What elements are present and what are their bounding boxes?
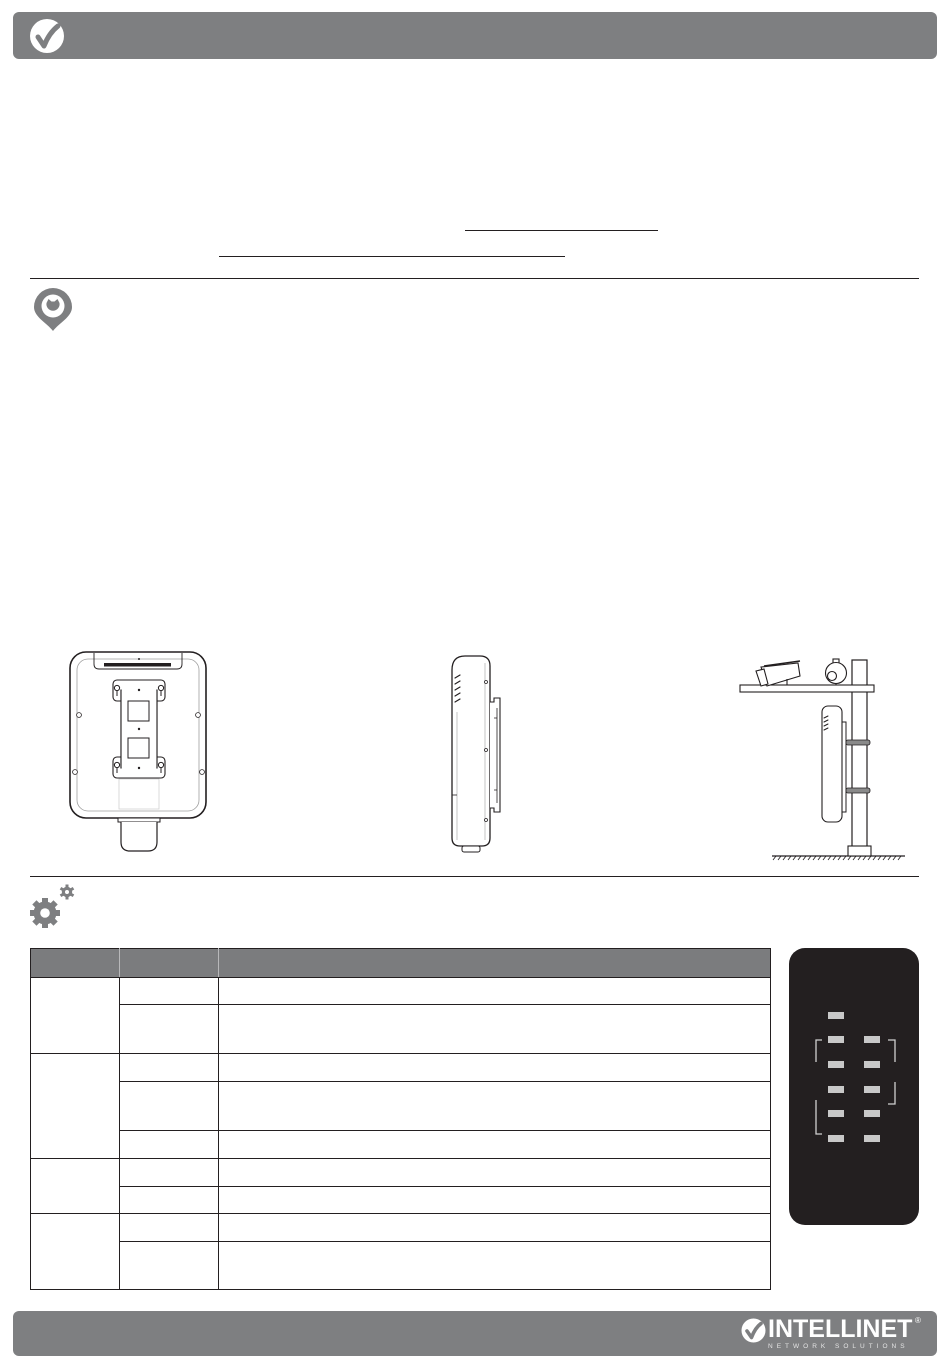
table-cell — [120, 1214, 219, 1242]
dome-camera — [826, 659, 847, 685]
check-circle-icon — [741, 1318, 766, 1343]
device-side-illustration — [440, 650, 510, 856]
table-row — [31, 1214, 771, 1242]
device-back-illustration — [62, 648, 214, 854]
led-group-brackets — [789, 948, 919, 1225]
table-cell — [219, 1131, 771, 1159]
table-group-cell — [31, 1214, 120, 1290]
link-underline[interactable] — [219, 256, 565, 257]
table-row — [31, 1242, 771, 1290]
table-group-cell — [31, 978, 120, 1054]
table-cell — [219, 1159, 771, 1187]
table-header-cell — [31, 949, 120, 978]
section-divider — [30, 876, 919, 877]
table-cell — [120, 1187, 219, 1214]
check-circle-icon — [29, 18, 65, 54]
table-header-cell — [219, 949, 771, 978]
bullet-camera — [756, 661, 800, 686]
table-cell — [219, 1082, 771, 1131]
vent-slot — [104, 663, 171, 667]
table-group-cell — [31, 1054, 120, 1159]
cable-connector — [118, 818, 160, 851]
table-cell — [219, 1005, 771, 1054]
brand-tagline: NETWORK SOLUTIONS — [768, 1343, 909, 1350]
section-divider — [30, 278, 919, 279]
mounted-device — [822, 706, 846, 822]
table-row — [31, 1005, 771, 1054]
table-cell — [219, 1054, 771, 1082]
table-cell — [219, 1242, 771, 1290]
location-pin-icon — [33, 288, 73, 332]
cable-connector — [462, 846, 480, 852]
registered-mark: ® — [915, 1316, 921, 1325]
mounting-bracket — [490, 698, 500, 812]
table-group-cell — [31, 1159, 120, 1214]
mounting-bracket — [113, 680, 165, 778]
table-cell — [219, 978, 771, 1005]
table-row — [31, 978, 771, 1005]
pole-mount-illustration — [735, 655, 910, 861]
brand-logo — [741, 1316, 931, 1352]
table-cell — [219, 1214, 771, 1242]
gears-icon — [29, 884, 77, 930]
led-status-table — [30, 948, 771, 1290]
table-cell — [120, 1159, 219, 1187]
table-header-row — [31, 949, 771, 978]
header-bar — [13, 12, 937, 59]
table-cell — [120, 978, 219, 1005]
brand-name: INTELLINET — [768, 1315, 913, 1343]
table-header-cell — [120, 949, 219, 978]
table-cell — [120, 1242, 219, 1290]
table-row — [31, 1159, 771, 1187]
table-cell — [120, 1131, 219, 1159]
link-underline[interactable] — [465, 230, 658, 231]
led-panel — [789, 948, 919, 1225]
cross-arm — [740, 685, 874, 692]
table-row — [31, 1187, 771, 1214]
footer-bar — [13, 1311, 937, 1356]
table-row — [31, 1082, 771, 1131]
table-cell — [219, 1187, 771, 1214]
table-cell — [120, 1054, 219, 1082]
table-cell — [120, 1082, 219, 1131]
table-row — [31, 1131, 771, 1159]
device-housing — [452, 656, 490, 846]
table-cell — [120, 1005, 219, 1054]
table-row — [31, 1054, 771, 1082]
